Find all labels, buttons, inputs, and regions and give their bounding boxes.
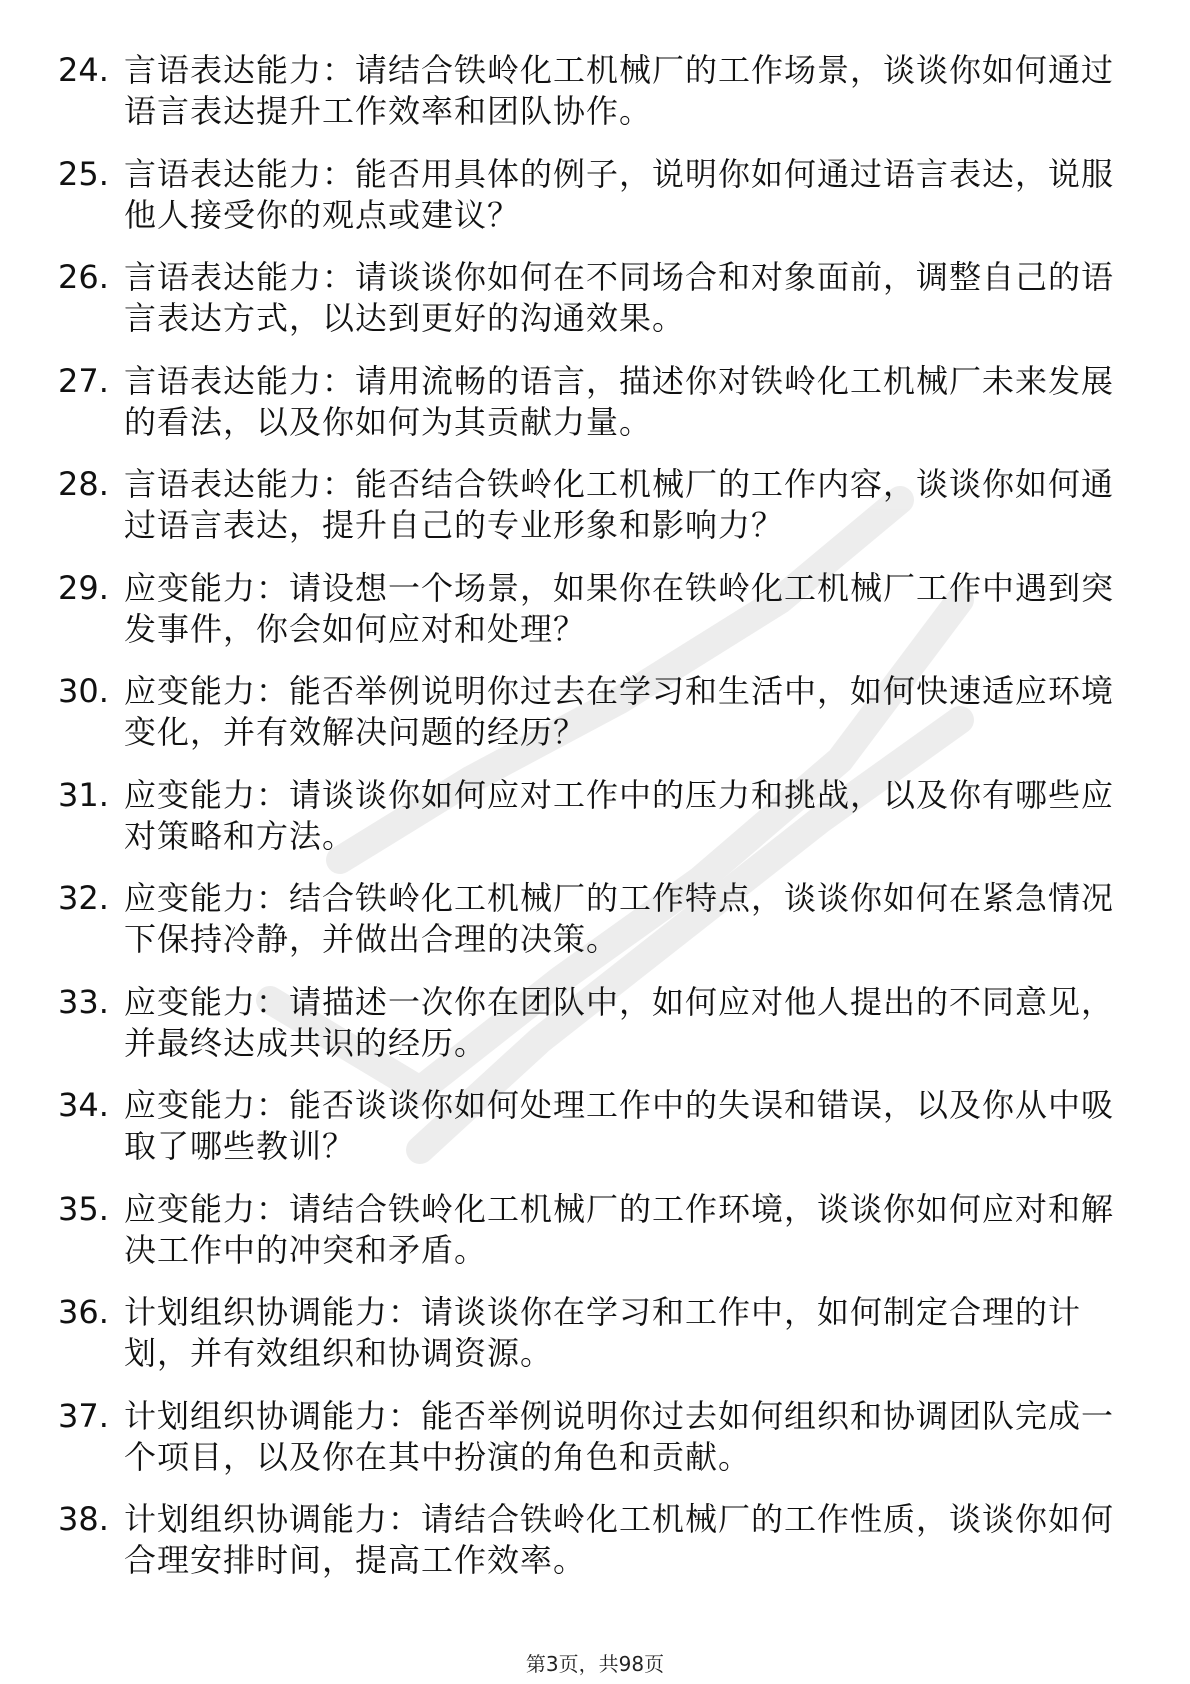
question-item — [58, 361, 1120, 465]
question-text: 应变能力：请设想一个场景，如果你在铁岭化工机械厂工作中遇到突发事件，你会如何应对和处理？ — [124, 568, 1115, 648]
question-text: 言语表达能力：请结合铁岭化工机械厂的工作场景，谈谈你如何通过语言表达提升工作效率和团队协作。 — [124, 51, 1115, 130]
question-text: 应变能力：请结合铁岭化工机械厂的工作环境，谈谈你如何应对和解决工作中的冲突和矛盾。 — [124, 1189, 1115, 1269]
question-number: 38. — [58, 1500, 109, 1538]
question-text: 言语表达能力：请用流畅的语言，描述你对铁岭化工机械厂未来发展的看法，以及你如何为其贡献力量。 — [124, 361, 1115, 441]
question-text: 应变能力：请谈谈你如何应对工作中的压力和挑战，以及你有哪些应对策略和方法。 — [124, 775, 1115, 855]
question-text: 言语表达能力：请谈谈你如何在不同场合和对象面前，调整自己的语言表达方式，以达到更好的沟通效果。 — [124, 258, 1115, 337]
question-item — [58, 50, 1120, 154]
question-number: 25. — [58, 154, 109, 193]
question-text: 计划组织协调能力：请结合铁岭化工机械厂的工作性质，谈谈你如何合理安排时间，提高工作效率。 — [124, 1500, 1115, 1579]
question-list — [58, 50, 1120, 1603]
question-item — [58, 154, 1120, 258]
question-text: 应变能力：结合铁岭化工机械厂的工作特点，谈谈你如何在紧急情况下保持冷静，并做出合理的决策。 — [124, 879, 1115, 958]
question-item — [58, 671, 1120, 775]
question-item — [58, 1292, 1120, 1396]
question-number: 36. — [58, 1293, 109, 1331]
question-number: 27. — [58, 361, 109, 400]
question-number: 32. — [58, 879, 109, 917]
question-text: 应变能力：请描述一次你在团队中，如何应对他人提出的不同意见，并最终达成共识的经历。 — [124, 982, 1115, 1062]
page-number-footer: 第3页，共98页 — [525, 1652, 665, 1676]
question-text: 计划组织协调能力：能否举例说明你过去如何组织和协调团队完成一个项目，以及你在其中扮演的角色和贡献。 — [124, 1396, 1115, 1476]
question-item — [58, 878, 1120, 982]
question-item — [58, 464, 1120, 568]
question-item — [58, 1189, 1120, 1293]
question-number: 30. — [58, 672, 109, 710]
question-number: 26. — [58, 258, 109, 296]
question-number: 33. — [58, 982, 109, 1021]
question-number: 29. — [58, 568, 109, 607]
question-item — [58, 257, 1120, 361]
question-item — [58, 775, 1120, 879]
question-number: 28. — [58, 465, 109, 503]
question-item — [58, 1085, 1120, 1189]
question-number: 37. — [58, 1396, 109, 1435]
question-item — [58, 1396, 1120, 1500]
question-number: 35. — [58, 1189, 109, 1228]
question-number: 31. — [58, 775, 109, 814]
question-text: 应变能力：能否谈谈你如何处理工作中的失误和错误，以及你从中吸取了哪些教训？ — [124, 1086, 1115, 1165]
question-text: 应变能力：能否举例说明你过去在学习和生活中，如何快速适应环境变化，并有效解决问题的经历？ — [124, 672, 1115, 751]
question-text: 言语表达能力：能否用具体的例子，说明你如何通过语言表达，说服他人接受你的观点或建议？ — [124, 154, 1115, 234]
question-item — [58, 1499, 1120, 1603]
question-text: 言语表达能力：能否结合铁岭化工机械厂的工作内容，谈谈你如何通过语言表达，提升自己的专业形象和影响力？ — [124, 465, 1115, 544]
question-text: 计划组织协调能力：请谈谈你在学习和工作中，如何制定合理的计划，并有效组织和协调资源。 — [124, 1293, 1082, 1372]
question-number: 24. — [58, 51, 109, 89]
question-number: 34. — [58, 1086, 109, 1124]
question-item — [58, 982, 1120, 1086]
question-item — [58, 568, 1120, 672]
